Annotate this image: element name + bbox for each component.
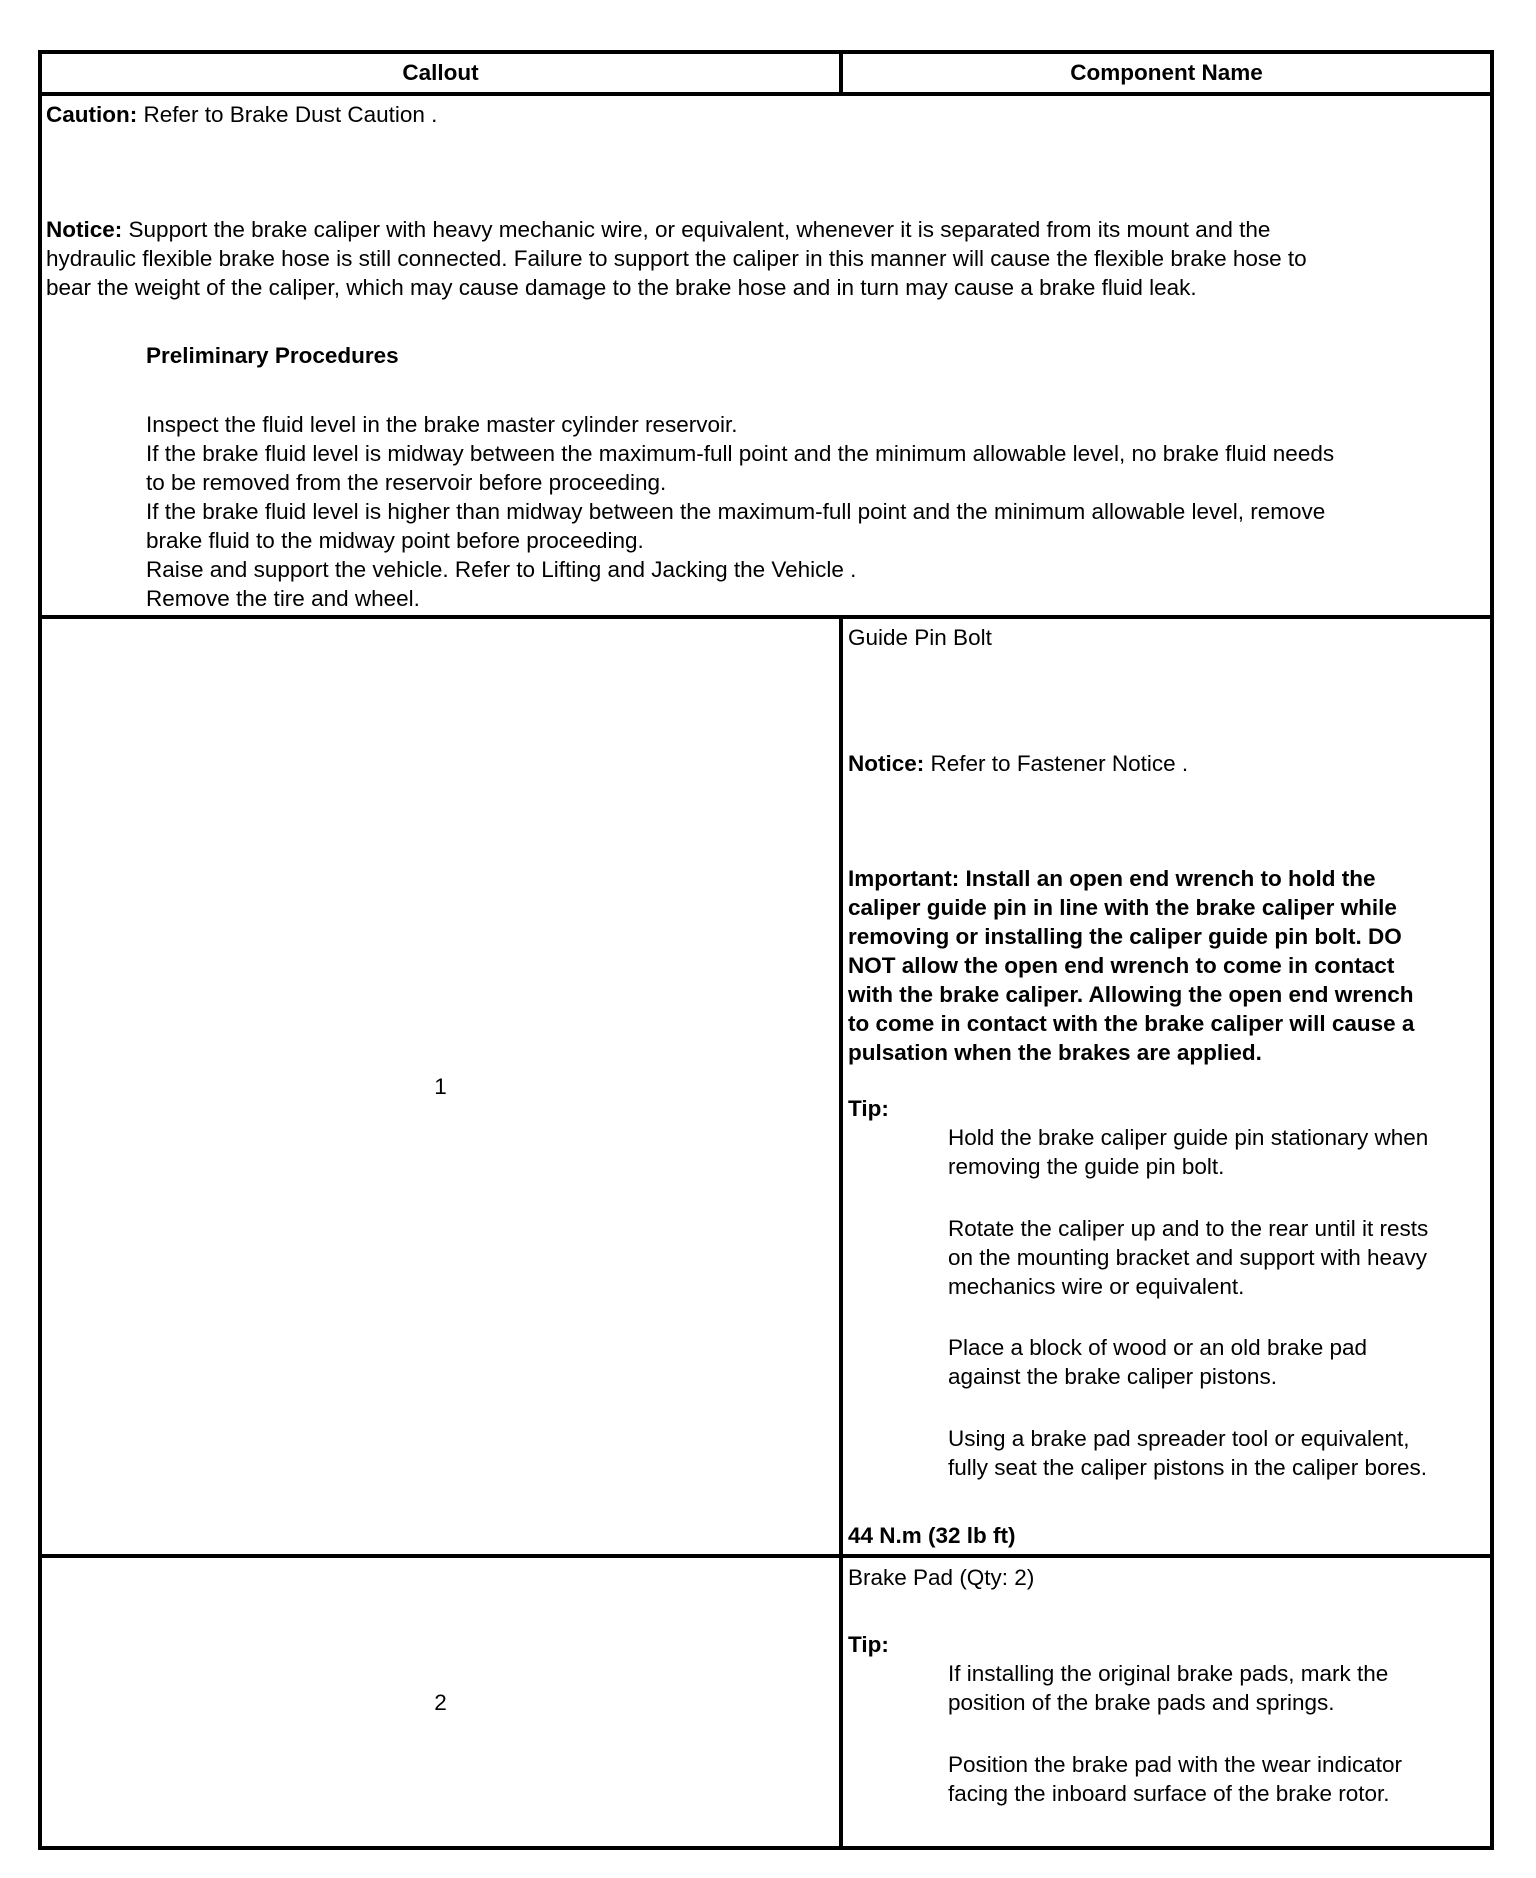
important-line: removing or installing the caliper guide pin bolt. DO <box>848 924 1402 949</box>
tip-item <box>948 1424 1427 1482</box>
notice-note <box>46 215 1307 302</box>
header-divider <box>38 92 1494 96</box>
important-line: Important: Install an open end wrench to hold the <box>848 866 1376 891</box>
header-callout: Callout <box>402 60 479 85</box>
intro-divider <box>38 615 1494 619</box>
tip-line: removing the guide pin bolt. <box>948 1154 1225 1179</box>
tip-line: If installing the original brake pads, mark the <box>948 1661 1389 1686</box>
preliminary-line: If the brake fluid level is midway between the maximum-full point and the minimum allowable level, no brake fluid needs <box>146 441 1335 466</box>
table-border-right <box>1490 50 1494 1850</box>
header-component-name: Component Name <box>1070 60 1263 85</box>
preliminary-line: Remove the tire and wheel. <box>146 586 420 611</box>
preliminary-line: brake fluid to the midway point before proceeding. <box>146 528 644 553</box>
tip-line: against the brake caliper pistons. <box>948 1364 1277 1389</box>
tip-line: position of the brake pads and springs. <box>948 1690 1335 1715</box>
torque-spec: 44 N.m (32 lb ft) <box>848 1523 1016 1548</box>
component-name: Brake Pad (Qty: 2) <box>848 1565 1035 1590</box>
tip-line: Using a brake pad spreader tool or equivalent, <box>948 1426 1410 1451</box>
tip-line: Place a block of wood or an old brake pad <box>948 1335 1368 1360</box>
tip-line: facing the inboard surface of the brake rotor. <box>948 1781 1390 1806</box>
notice-line: hydraulic flexible brake hose is still connected. Failure to support the caliper in this manner will cause the flexible brake hose to <box>46 246 1307 271</box>
table-border-left <box>38 50 42 1850</box>
preliminary-title: Preliminary Procedures <box>146 343 399 368</box>
preliminary-line: to be removed from the reservoir before proceeding. <box>146 470 667 495</box>
tip-line: Position the brake pad with the wear indicator <box>948 1752 1403 1777</box>
preliminary-steps <box>146 410 1334 613</box>
tip-label: Tip: <box>848 1096 889 1121</box>
table-border-bottom <box>38 1846 1494 1850</box>
important-line: pulsation when the brakes are applied. <box>848 1040 1262 1065</box>
column-divider-body <box>839 615 843 1850</box>
preliminary-line: If the brake fluid level is higher than midway between the maximum-full point and the minimum allowable level, remove <box>146 499 1326 524</box>
tip-line: Rotate the caliper up and to the rear until it rests <box>948 1216 1429 1241</box>
tip-label: Tip: <box>848 1632 889 1657</box>
preliminary-line: Inspect the fluid level in the brake master cylinder reservoir. <box>146 412 738 437</box>
callout-number: 2 <box>434 1690 447 1715</box>
tip-line: mechanics wire or equivalent. <box>948 1274 1245 1299</box>
tip-line: on the mounting bracket and support with heavy <box>948 1245 1428 1270</box>
notice-text: Refer to Fastener Notice . <box>930 751 1189 776</box>
notice-line: bear the weight of the caliper, which may cause damage to the brake hose and in turn may cause a brake fluid leak. <box>46 275 1197 300</box>
caution-label: Caution: <box>46 102 138 127</box>
fastener-notice <box>848 749 1188 778</box>
important-line: caliper guide pin in line with the brake caliper while <box>848 895 1397 920</box>
important-line: to come in contact with the brake caliper will cause a <box>848 1011 1415 1036</box>
caution-text: Refer to Brake Dust Caution . <box>143 102 438 127</box>
tip-item <box>948 1123 1428 1181</box>
tip-line: fully seat the caliper pistons in the caliper bores. <box>948 1455 1428 1480</box>
callout-number: 1 <box>434 1074 447 1099</box>
table-border-top <box>38 50 1494 54</box>
tip-item <box>948 1214 1428 1301</box>
tip-item <box>948 1750 1402 1808</box>
preliminary-line: Raise and support the vehicle. Refer to Lifting and Jacking the Vehicle . <box>146 557 857 582</box>
tip-line: Hold the brake caliper guide pin stationary when <box>948 1125 1429 1150</box>
row-divider <box>38 1554 1494 1558</box>
important-note <box>848 864 1414 1067</box>
notice-label: Notice: <box>848 751 925 776</box>
component-name: Guide Pin Bolt <box>848 625 992 650</box>
caution-note <box>46 100 437 129</box>
notice-label: Notice: <box>46 217 123 242</box>
tip-item <box>948 1333 1367 1391</box>
notice-line: Support the brake caliper with heavy mechanic wire, or equivalent, whenever it is separated from its mount and the <box>128 217 1271 242</box>
tip-item <box>948 1659 1388 1717</box>
important-line: NOT allow the open end wrench to come in contact <box>848 953 1395 978</box>
important-line: with the brake caliper. Allowing the open end wrench <box>848 982 1414 1007</box>
